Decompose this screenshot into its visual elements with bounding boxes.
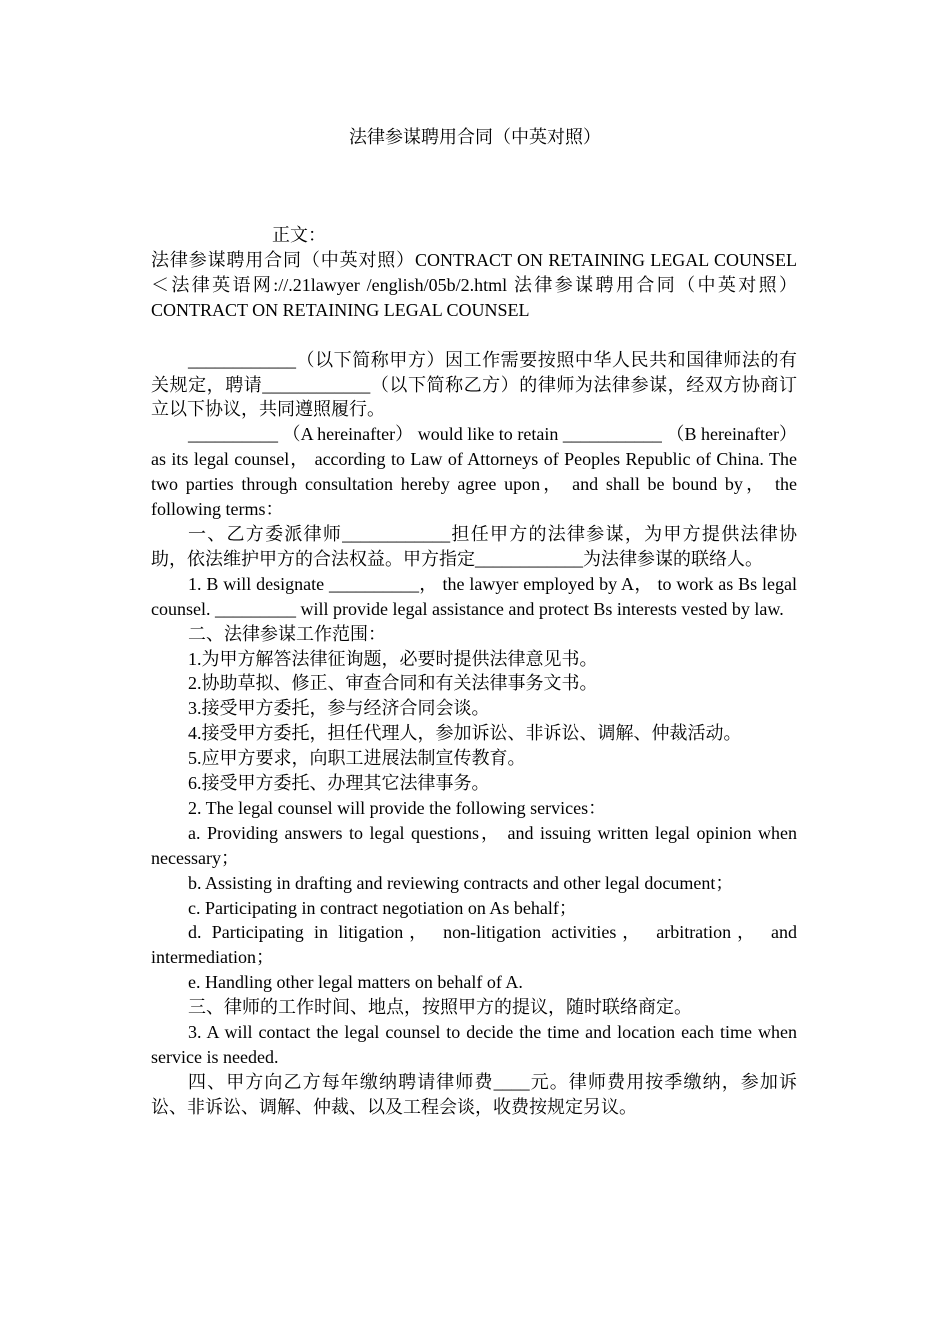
list-item: 4.接受甲方委托，担任代理人，参加诉讼、非诉讼、调解、仲裁活动。 bbox=[188, 723, 742, 744]
paragraph-clause3-cn: 三、律师的工作时间、地点，按照甲方的提议，随时联络商定。 bbox=[188, 997, 692, 1018]
body-label: 正文： bbox=[272, 225, 326, 245]
paragraph-preamble-en: __________ （A hereinafter） would like to retain ___________ （B hereinafter） as its legal counsel， according to Law of Attorneys of Peoples Republic of China. The two parties through consultation hereby agree upon， and shall be bound by， the following terms： bbox=[151, 424, 797, 520]
list-item: 1.为甲方解答法律征询题，必要时提供法律意见书。 bbox=[188, 648, 598, 669]
paragraph-clause4-cn: 四、甲方向乙方每年缴纳聘请律师费____元。律师费用按季缴纳，参加诉讼、非诉讼、调解、仲裁、以及工程会谈，收费按规定另议。 bbox=[151, 1071, 797, 1117]
document-title: 法律参谋聘用合同（中英对照） bbox=[349, 127, 601, 147]
list-item: 2.协助草拟、修正、审查合同和有关法律事务文书。 bbox=[188, 673, 598, 694]
paragraph-clause2-heading-cn: 二、法律参谋工作范围： bbox=[188, 623, 386, 644]
paragraph-clause1-cn: 一、乙方委派律师____________担任甲方的法律参谋，为甲方提供法律协助，依法维护甲方的合法权益。甲方指定____________为法律参谋的联络人。 bbox=[151, 523, 797, 569]
paragraph-preamble-cn: ____________（以下简称甲方）因工作需要按照中华人民共和国律师法的有关规定，聘请____________（以下简称乙方）的律师为法律参谋，经双方协商订立以下协议，共同遵照履行。 bbox=[151, 349, 797, 420]
intro-paragraph: 法律参谋聘用合同（中英对照）CONTRACT ON RETAINING LEGAL COUNSEL＜法律英语网://.21lawyer /english/05b/2.html 法律参谋聘用合同（中英对照）CONTRACT ON RETAINING LEGAL COUNSEL bbox=[151, 249, 797, 320]
paragraph-clause2-heading-en: 2. The legal counsel will provide the following services： bbox=[188, 797, 607, 818]
document-body bbox=[151, 223, 797, 1120]
list-item: 6.接受甲方委托、办理其它法律事务。 bbox=[188, 773, 490, 794]
list-item: d. Participating in litigation， non-litigation activities， arbitration， and intermediation； bbox=[151, 922, 797, 968]
list-item: c. Participating in contract negotiation on As behalf； bbox=[188, 897, 577, 918]
list-item: e. Handling other legal matters on behalf of A. bbox=[188, 972, 523, 993]
paragraph-gap bbox=[151, 323, 797, 348]
list-item: 5.应甲方要求，向职工进展法制宣传教育。 bbox=[188, 748, 526, 769]
list-item: 3.接受甲方委托，参与经济合同会谈。 bbox=[188, 698, 490, 719]
list-item: b. Assisting in drafting and reviewing contracts and other legal document； bbox=[188, 872, 734, 893]
paragraph-clause3-en: 3. A will contact the legal counsel to decide the time and location each time when service is needed. bbox=[151, 1022, 797, 1067]
list-item: a. Providing answers to legal questions， and issuing written legal opinion when necessary； bbox=[151, 822, 797, 868]
paragraph-clause1-en: 1. B will designate __________， the lawyer employed by A， to work as Bs legal counsel. _________ will provide legal assistance and protect Bs interests vested by law. bbox=[151, 573, 797, 619]
